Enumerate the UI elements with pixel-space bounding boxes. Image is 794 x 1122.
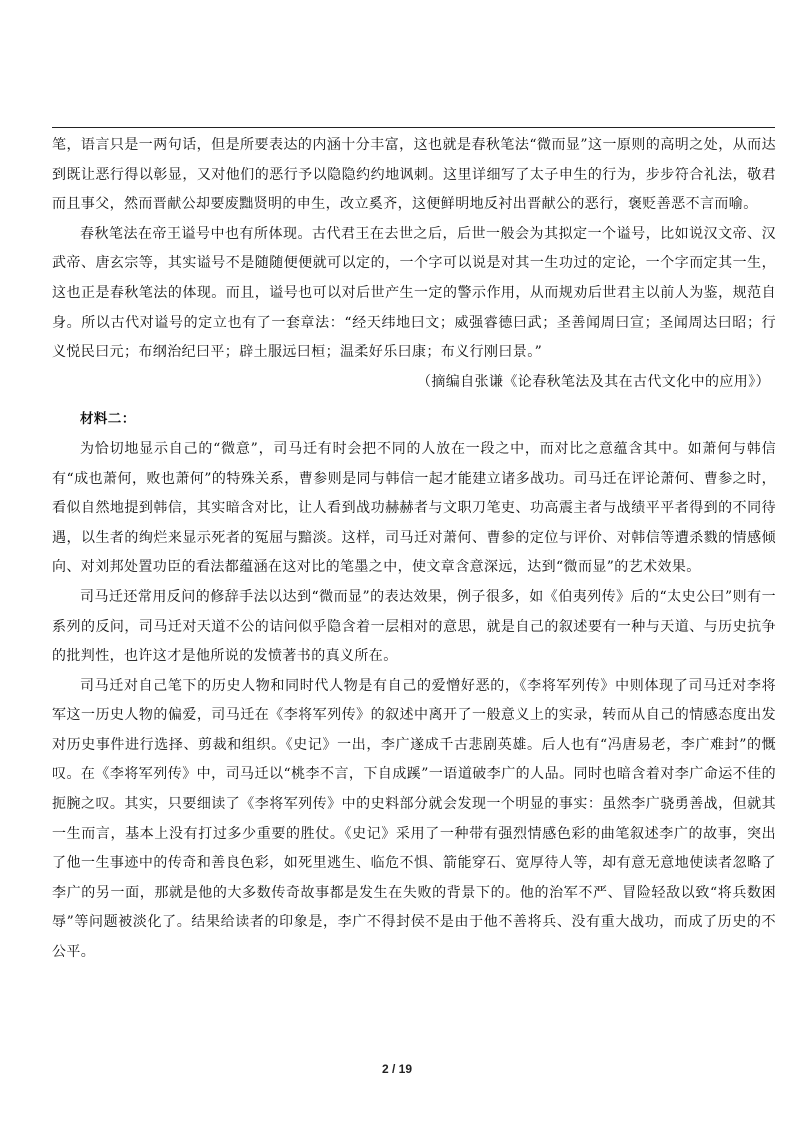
header-rule — [52, 127, 775, 128]
source-citation: （摘编自张谦《论春秋笔法及其在古代文化中的应用》） — [417, 373, 770, 390]
material-two-heading: 材料二： — [80, 411, 136, 428]
page-number: 2 / 19 — [381, 1062, 413, 1076]
document-body — [52, 131, 776, 968]
body-paragraph-posthumous-titles: 春秋笔法在帝王谥号中也有所体现。古代君王在去世之后，后世一般会为其拟定一个谥号，比如说汉文帝、汉武帝、唐玄宗等，其实谥号不是随随便便就可以定的，一个字可以说是对其一生功过的定论，一个字而定其一生，这也正是春秋笔法的体现。而且，谥号也可以对后世产生一定的警示作用，从而规劝后世君主以前人为鉴，规范自身。所以古代对谥号的定立也有了一套章法：“经天纬地曰文；威强睿德曰武；圣善闻周曰宣；圣闻周达曰昭；行义悦民曰元；布纲治纪曰平；辟土服远曰桓；温柔好乐曰康；布义行刚曰景。” — [52, 225, 776, 361]
material-two-paragraph-li-guang: 司马迁对自己笔下的历史人物和同时代人物是有自己的爱憎好恶的，《李将军列传》中则体现了司马迁对李将军这一历史人物的偏爱，司马迁在《李将军列传》的叙述中离开了一般意义上的实录，转而从自己的情感态度出发对历史事件进行选择、剪裁和组织。《史记》一出，李广遂成千古悲剧英雄。后人也有“冯唐易老，李广难封”的慨叹。在《李将军列传》中，司马迁以“桃李不言，下自成蹊”一语道破李广的人品。同时也暗含着对李广命运不佳的扼腕之叹。其实，只要细读了《李将军列传》中的史料部分就会发现一个明显的事实：虽然李广骁勇善战，但就其一生而言，基本上没有打过多少重要的胜仗。《史记》采用了一种带有强烈情感色彩的曲笔叙述李广的故事，突出了他一生事迹中的传奇和善良色彩，如死里逃生、临危不惧、箭能穿石、宽厚待人等，却有意无意地使读者忽略了李广的另一面，那就是他的大多数传奇故事都是发生在失败的背景下的。他的治军不严、冒险轻敌以致“将兵数困辱”等问题被淡化了。结果给读者的印象是，李广不得封侯不是由于他不善将兵、没有重大战功，而成了历史的不公平。 — [52, 677, 776, 961]
continuation-paragraph: 笔，语言只是一两句话，但是所要表达的内涵十分丰富，这也就是春秋笔法“微而显”这一原则的高明之处，从而达到既让恶行得以彰显，又对他们的恶行予以隐隐约约地讽刺。这里详细写了太子申生的行为，步步符合礼法，敬君而且事父，然而晋献公却要废黜贤明的申生，改立奚齐，这便鲜明地反衬出晋献公的恶行，褒贬善恶不言而喻。 — [52, 137, 776, 213]
material-two-paragraph-contrast: 为恰切地显示自己的“微意”，司马迁有时会把不同的人放在一段之中，而对比之意蕴含其中。如萧何与韩信有“成也萧何，败也萧何”的特殊关系，曹参则是同与韩信一起才能建立诸多战功。司马迁在评论萧何、曹参之时，看似自然地提到韩信，其实暗含对比，让人看到战功赫赫者与文职刀笔吏、功高震主者与战绩平平者得到的不同待遇，以生者的绚烂来显示死者的冤屈与黯淡。这样，司马迁对萧何、曹参的定位与评价、对韩信等遭杀戮的情感倾向、对刘邦处置功臣的看法都蕴涵在这对比的笔墨之中，使文章含意深远，达到“微而显”的艺术效果。 — [52, 440, 776, 576]
material-two-paragraph-rhetorical-question: 司马迁还常用反问的修辞手法以达到“微而显”的表达效果，例子很多，如《伯夷列传》后的“太史公曰”则有一系列的反问，司马迁对天道不公的诘问似乎隐含着一层相对的意思，就是自己的叙述要有一种与天道、与历史抗争的批判性，也许这才是他所说的发愤著书的真义所在。 — [52, 588, 776, 665]
